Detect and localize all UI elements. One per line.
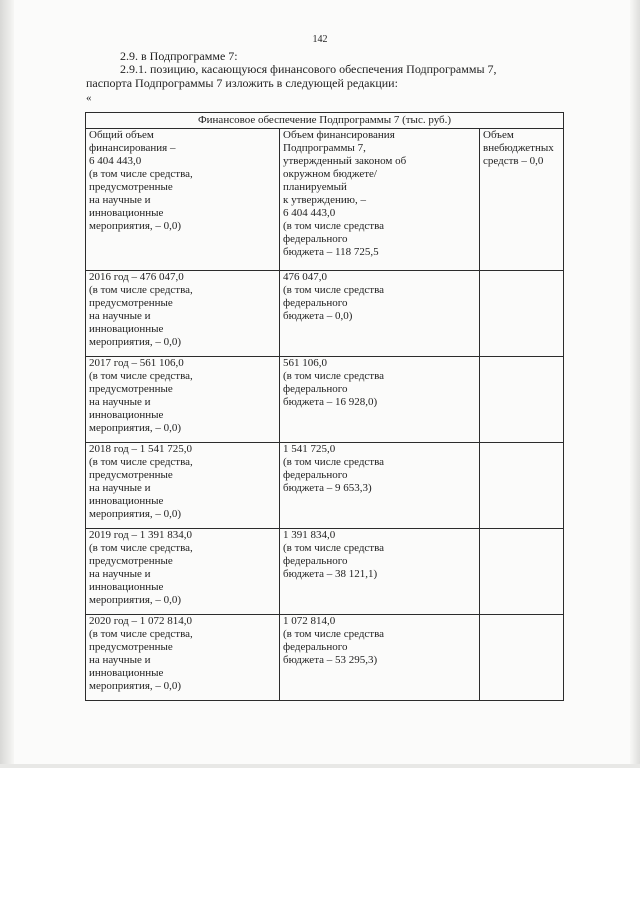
table-row <box>86 443 564 529</box>
cell-text-line: (в том числе средства, <box>89 628 193 640</box>
cell-text-line: федерального <box>283 469 348 481</box>
cell-text-line: на научные и <box>89 654 151 666</box>
cell-text-line: мероприятия, – 0,0) <box>89 336 182 348</box>
funding-table <box>85 112 564 701</box>
cell-text-line: мероприятия, – 0,0) <box>89 422 182 434</box>
cell-text-line: предусмотренные <box>89 555 173 567</box>
cell-text-line: предусмотренные <box>89 469 173 481</box>
cell-text-line: 6 404 443,0 <box>283 207 336 219</box>
cell-text-line: предусмотренные <box>89 641 173 653</box>
cell-text-line: средств – 0,0 <box>483 155 544 167</box>
cell-text-line: (в том числе средства <box>283 284 385 296</box>
cell-text-line: 2018 год – 1 541 725,0 <box>89 443 193 455</box>
scan-shadow-right <box>630 0 640 768</box>
year-budget-cell <box>280 443 480 529</box>
cell-text-line: Общий объем <box>89 129 154 141</box>
cell-text-line: инновационные <box>89 207 164 219</box>
cell-text-line: федерального <box>283 297 348 309</box>
year-extrabudgetary-cell <box>480 357 564 443</box>
cell-text-line: предусмотренные <box>89 383 173 395</box>
cell-text-line: (в том числе средства <box>283 220 385 232</box>
year-budget-cell <box>280 529 480 615</box>
table-row <box>86 529 564 615</box>
budget-funding-cell <box>280 129 480 271</box>
cell-text-line: (в том числе средства <box>283 370 385 382</box>
cell-text-line: мероприятия, – 0,0) <box>89 680 182 692</box>
cell-text-line: финансирования – <box>89 142 176 154</box>
extrabudgetary-cell <box>480 129 564 271</box>
section-heading: 2.9. в Подпрограмме 7: <box>120 49 238 63</box>
cell-text-line: к утверждению, – <box>283 194 366 206</box>
cell-text-line: инновационные <box>89 323 164 335</box>
cell-text-line: (в том числе средства, <box>89 542 193 554</box>
cell-text-line: бюджета – 16 928,0) <box>283 396 378 408</box>
cell-text-line: бюджета – 53 295,3) <box>283 654 378 666</box>
year-budget-cell <box>280 271 480 357</box>
cell-text-line: инновационные <box>89 409 164 421</box>
cell-text-line: инновационные <box>89 581 164 593</box>
cell-text-line: бюджета – 38 121,1) <box>283 568 378 580</box>
year-total-cell <box>86 615 280 701</box>
cell-text-line: внебюджетных <box>483 142 554 154</box>
cell-text-line: на научные и <box>89 310 151 322</box>
cell-text-line: (в том числе средства, <box>89 284 193 296</box>
cell-text-line: инновационные <box>89 667 164 679</box>
table-row <box>86 615 564 701</box>
funding-table-wrapper <box>85 112 563 701</box>
cell-text-line: инновационные <box>89 495 164 507</box>
cell-text-line: федерального <box>283 383 348 395</box>
scan-bottom-edge <box>0 764 640 768</box>
year-total-cell <box>86 357 280 443</box>
cell-text-line: на научные и <box>89 194 151 206</box>
cell-text-line: 476 047,0 <box>283 271 327 283</box>
year-extrabudgetary-cell <box>480 271 564 357</box>
scan-shadow-left <box>0 0 14 768</box>
cell-text-line: на научные и <box>89 482 151 494</box>
table-row <box>86 271 564 357</box>
year-total-cell <box>86 271 280 357</box>
year-total-cell <box>86 443 280 529</box>
year-extrabudgetary-cell <box>480 443 564 529</box>
cell-text-line: 1 391 834,0 <box>283 529 336 541</box>
cell-text-line: бюджета – 0,0) <box>283 310 353 322</box>
cell-text-line: предусмотренные <box>89 181 173 193</box>
table-caption: Финансовое обеспечение Подпрограммы 7 (тыс. руб.) <box>86 113 564 129</box>
cell-text-line: на научные и <box>89 396 151 408</box>
cell-text-line: бюджета – 9 653,3) <box>283 482 372 494</box>
table-row <box>86 357 564 443</box>
total-funding-cell <box>86 129 280 271</box>
cell-text-line: 6 404 443,0 <box>89 155 142 167</box>
cell-text-line: мероприятия, – 0,0) <box>89 508 182 520</box>
cell-text-line: мероприятия, – 0,0) <box>89 220 182 232</box>
cell-text-line: Подпрограммы 7, <box>283 142 366 154</box>
year-budget-cell <box>280 357 480 443</box>
cell-text-line: (в том числе средства, <box>89 370 193 382</box>
table-header-row <box>86 129 564 271</box>
cell-text-line: (в том числе средства <box>283 628 385 640</box>
year-total-cell <box>86 529 280 615</box>
cell-text-line: бюджета – 118 725,5 <box>283 246 379 258</box>
cell-text-line: 2016 год – 476 047,0 <box>89 271 184 283</box>
paragraph-line-1: 2.9.1. позицию, касающуюся финансового обеспечения Подпрограммы 7, <box>120 62 497 76</box>
cell-text-line: (в том числе средства <box>283 542 385 554</box>
page-number: 142 <box>312 34 328 45</box>
cell-text-line: 2019 год – 1 391 834,0 <box>89 529 193 541</box>
year-extrabudgetary-cell <box>480 615 564 701</box>
cell-text-line: предусмотренные <box>89 297 173 309</box>
cell-text-line: на научные и <box>89 568 151 580</box>
cell-text-line: утвержденный законом об <box>283 155 407 167</box>
opening-quote: « <box>86 92 92 104</box>
year-budget-cell <box>280 615 480 701</box>
cell-text-line: 2020 год – 1 072 814,0 <box>89 615 193 627</box>
cell-text-line: планируемый <box>283 181 347 193</box>
cell-text-line: (в том числе средства <box>283 456 385 468</box>
cell-text-line: 2017 год – 561 106,0 <box>89 357 184 369</box>
cell-text-line: федерального <box>283 555 348 567</box>
cell-text-line: мероприятия, – 0,0) <box>89 594 182 606</box>
cell-text-line: (в том числе средства, <box>89 456 193 468</box>
cell-text-line: федерального <box>283 641 348 653</box>
cell-text-line: 1 072 814,0 <box>283 615 336 627</box>
cell-text-line: Объем <box>483 129 514 141</box>
cell-text-line: (в том числе средства, <box>89 168 193 180</box>
paragraph-line-2: паспорта Подпрограммы 7 изложить в следующей редакции: <box>86 76 398 90</box>
cell-text-line: 561 106,0 <box>283 357 327 369</box>
cell-text-line: федерального <box>283 233 348 245</box>
cell-text-line: Объем финансирования <box>283 129 395 141</box>
cell-text-line: 1 541 725,0 <box>283 443 336 455</box>
year-extrabudgetary-cell <box>480 529 564 615</box>
cell-text-line: окружном бюджете/ <box>283 168 377 180</box>
